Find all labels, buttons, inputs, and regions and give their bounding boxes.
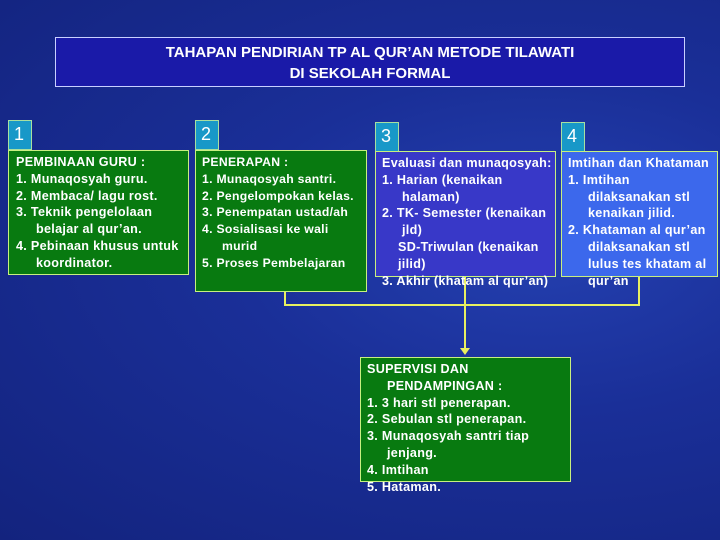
supervision-text — [367, 361, 567, 495]
arrow-head-icon — [460, 348, 470, 355]
step-2-line: 4. Sosialisasi ke wali murid — [202, 222, 329, 253]
step-4-line: 1. Imtihan dilaksanakan stl kenaikan jilid. — [568, 172, 691, 221]
step-4-text — [568, 155, 716, 289]
step-4-number: 4 — [561, 122, 585, 152]
step-3-line: SD-Triwulan (kenaikan jilid) — [398, 239, 539, 271]
title-line-1: TAHAPAN PENDIRIAN TP AL QUR’AN METODE TILAWATI — [165, 44, 575, 61]
step-2-line: 5. Proses Pembelajaran — [202, 255, 346, 270]
step-1-line: 2. Membaca/ lagu rost. — [16, 188, 158, 203]
supervision-line: 5. Hataman. — [367, 479, 441, 494]
step-2-line: 3. Penempatan ustad/ah — [202, 205, 349, 220]
step-1-number: 1 — [8, 120, 32, 150]
step-1-line: 1. Munaqosyah guru. — [16, 171, 148, 186]
supervision-line: 1. 3 hari stl penerapan. — [367, 395, 511, 410]
step-3-line: Evaluasi dan munaqosyah: — [382, 156, 552, 170]
step-3-line: 2. TK- Semester (kenaikan jld) — [382, 206, 547, 238]
step-1-line: PEMBINAAN GURU : — [16, 155, 146, 169]
step-4-line: 2. Khataman al qur’an dilaksanakan stl lulus tes khatam al qur’an — [568, 223, 707, 288]
connector-horizontal — [284, 304, 639, 306]
step-4-line: Imtihan dan Khataman — [568, 156, 710, 170]
step-3-number: 3 — [375, 122, 399, 152]
step-2-line: PENERAPAN : — [202, 155, 289, 169]
diagram-title — [55, 37, 685, 87]
title-line-2: DI SEKOLAH FORMAL — [289, 65, 451, 82]
step-3-text — [382, 155, 554, 289]
step-1-line: 4. Pebinaan khusus untuk koordinator. — [16, 238, 179, 270]
step-2-line: 2. Pengelompokan kelas. — [202, 188, 354, 203]
step-1-line: 3. Teknik pengelolaan belajar al qur’an. — [16, 205, 153, 237]
step-1-text — [16, 154, 188, 272]
step-2-text — [202, 154, 367, 272]
supervision-line: 3. Munaqosyah santri tiap jenjang. — [367, 429, 530, 460]
supervision-line: SUPERVISI DAN PENDAMPINGAN : — [367, 362, 503, 393]
supervision-line: 2. Sebulan stl penerapan. — [367, 412, 527, 427]
step-2-line: 1. Munaqosyah santri. — [202, 171, 337, 186]
step-3-line: 1. Harian (kenaikan halaman) — [382, 172, 503, 204]
step-3-line: 3. Akhir (khatam al qur’an) — [382, 273, 549, 288]
step-2-number: 2 — [195, 120, 219, 150]
supervision-line: 4. Imtihan — [367, 462, 429, 477]
